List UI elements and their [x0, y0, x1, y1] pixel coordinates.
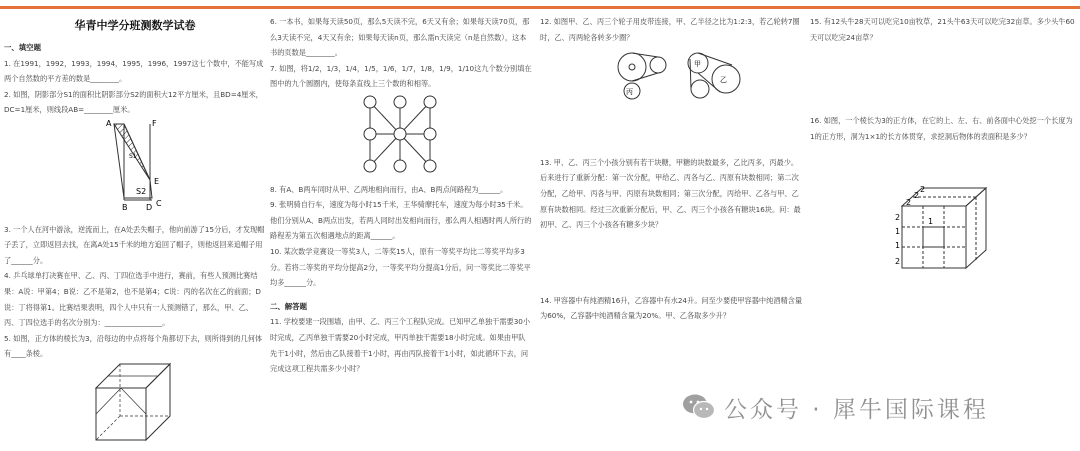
cube-label-5: 1 [895, 241, 901, 250]
cube-label-3: 2 [920, 185, 926, 194]
question-2: 2. 如图，阴影部分S1的面积比阴影部分S2的面积大12平方厘米，且BD=4厘米，DC=1厘米，则线段AB=________厘米。 [4, 89, 263, 115]
question-9: 9. 张明骑自行车，速度为每小时15千米，王华骑摩托车，速度为每小时35千米。他们分别从A、B两点出发，若两人同时出发相向而行，那么两人相遇时两人所行的路程差为第五次相遇地点的距离______。 [270, 200, 532, 241]
column-3 [540, 14, 805, 324]
pulley-label-bing: 丙 [626, 88, 633, 97]
question-11: 11. 学校要建一段围墙，由甲、乙、丙三个工程队完成。已知甲乙单独干需要30小时完成，乙丙单独干需要20小时完成，甲丙单独干需要18小时完成。如果由甲队先干1小时，然后由乙队接着干1小时，再由丙队接着干1小时，如此循环下去，问完成这项工程共需多少小时？ [270, 317, 531, 374]
question-1: 1. 在1991，1992，1993，1994，1995，1996，1997这七个数中，不能写成两个自然数的平方差的数是________。 [4, 58, 264, 84]
cube-label-8: 2 [895, 257, 901, 266]
exam-title: 华青中学分班测数学试卷 [74, 19, 196, 32]
question-7: 7. 如图，将1/2，1/3，1/4，1/5，1/6，1/7，1/8，1/9，1/10这九个数分别填在图中的九个圆圈内，使每条直线上三个数的和相等。 [270, 63, 532, 89]
cube-label-4: 1 [895, 227, 901, 236]
question-4: 4. 乒乓球单打决赛在甲、乙、丙、丁四位选手中进行，赛前，有些人预测比赛结果：A说：甲第4；B说：乙不是第2，也不是第4；C说：丙的名次在乙的前面；D说：丁将得第1。比赛结果表明，四个人中只有一人预测错了，那么，甲、乙、丙、丁四位选手的名次分别为：________________。 [4, 271, 261, 328]
question-8: 8. 有A、B两车同时从甲、乙两地相向而行，由A、B两点间路程为______。 [270, 184, 508, 194]
tri-label-s2: S2 [136, 186, 147, 196]
pulley-label-yi: 乙 [720, 76, 727, 85]
cube-label-1: 2 [906, 198, 912, 207]
question-15: 15. 有12头牛28天可以吃完10亩牧草，21头牛63天可以吃完32亩草。多少头牛60天可以吃完24亩草？ [810, 17, 1075, 42]
question-3: 3. 一个人在河中游泳，逆流而上，在A处丢失帽子，他向前游了15分后，才发现帽子丢了，立即返回去找，在离A处15千米的地方追回了帽子，则他返回来追帽子用了______分。 [4, 224, 265, 265]
question-16: 16. 如图，一个棱长为3的正方体，在它的上、左、右、前各面中心处挖一个长度为1的正方形，洞为1×1的长方体贯穿，求挖洞后物体的表面积是多少？ [810, 116, 1073, 141]
question-6: 6. 一本书，如果每天读50页，那么5天读不完，6天又有余；如果每天读70页，那么3天读不完，4天又有余；如果每天读n页，那么需n天读完（n是自然数），这本书的页数是________。 [270, 17, 530, 58]
question-13: 13. 甲、乙、丙三个小孩分别有若干块糖，甲糖的块数最多，乙比丙多，丙最少。后来进行了重新分配：第一次分配，甲给乙、丙各与乙、丙原有块数相同；第二次分配，乙给甲、丙各与甲、丙原有块数相同；第三次分配，丙给甲、乙各与甲、乙原有块数相同。经过三次重新分配后，甲、乙、丙三个小孩各有糖块16块。问：最初甲、乙、丙三个小孩各有糖多少块？ [540, 157, 801, 230]
cube-holes-figure [892, 184, 992, 270]
watermark-text: 公众号 · 犀牛国际课程 [724, 396, 989, 423]
tri-label-e: E [154, 176, 160, 186]
tri-label-s1: S1 [129, 152, 137, 160]
question-14: 14. 甲容器中有纯酒精16升，乙容器中有水24升。问至少要使甲容器中纯酒精含量为60%，乙容器中纯酒精含量为20%。甲、乙各取多少升？ [540, 295, 803, 321]
question-10: 10. 某次数学竞赛设一等奖3人，二等奖15人，原有一等奖平均比二等奖平均多3分。若将二等奖的平均分提高2分，一等奖平均分提高1分后，问一等奖比二等奖平均多______分。 [270, 246, 531, 288]
question-12: 12. 如图甲、乙、丙三个轮子用皮带连接，甲、乙半径之比为1:2:3，若乙轮转7圈时，乙、丙两轮各转多少圈？ [540, 17, 800, 42]
triangle-figure [4, 118, 266, 216]
question-5: 5. 如图，正方体的棱长为3，沿每边的中点将每个角都切下去，则所得到的几何体有____条棱。 [4, 333, 263, 359]
section-title-solve: 二、解答题 [270, 301, 307, 311]
cube-label-7: 2 [895, 213, 901, 222]
circle-grid-figure [270, 92, 532, 176]
column-2 [270, 14, 532, 377]
watermark [682, 387, 1072, 427]
column-1 [4, 14, 266, 362]
tri-label-a: A [106, 118, 112, 128]
pulley-figure [540, 45, 805, 105]
wechat-icon [682, 393, 716, 421]
tri-label-f: F [152, 118, 157, 128]
tri-label-d: D [146, 202, 153, 212]
tri-label-b: B [122, 202, 128, 212]
top-accent-bar [0, 6, 1080, 9]
cube-cut-figure [90, 358, 180, 446]
pulley-label-jia: 甲 [694, 60, 701, 69]
section-title-fill: 一、填空题 [4, 43, 41, 52]
column-4 [810, 14, 1075, 144]
cube-label-6: 1 [928, 217, 934, 226]
tri-label-c: C [156, 198, 162, 208]
cube-label-2: 2 [914, 191, 920, 200]
